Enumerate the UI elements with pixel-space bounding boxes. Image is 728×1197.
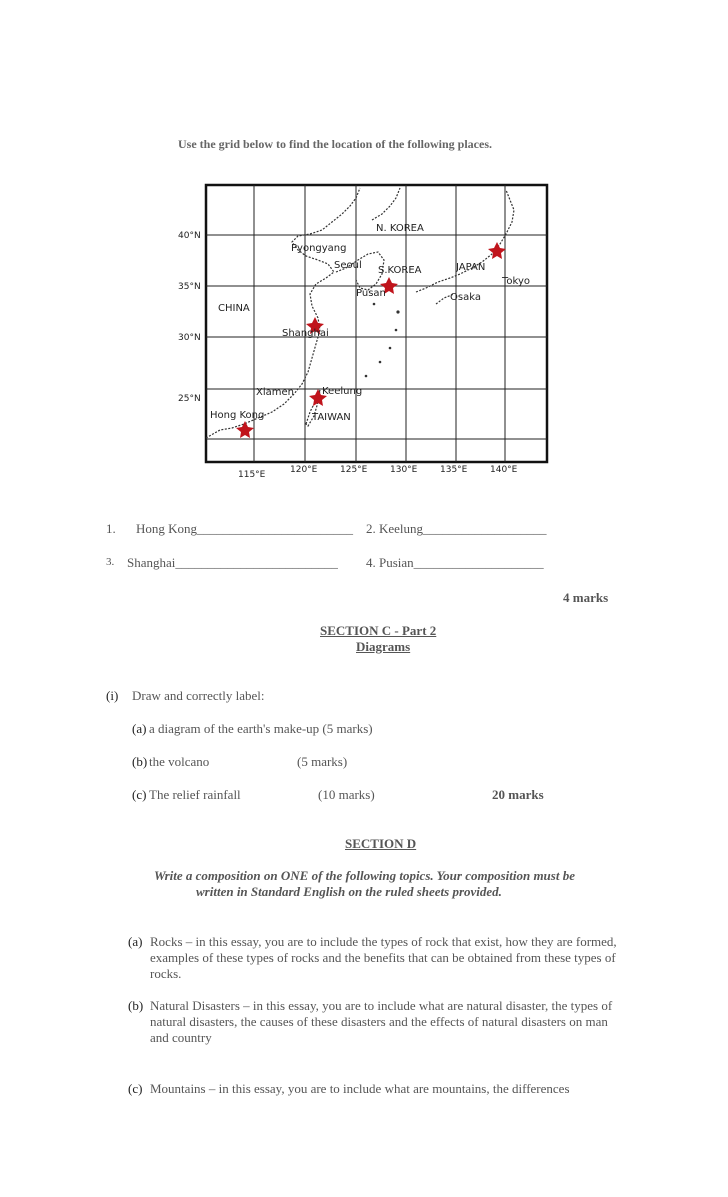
essay-topic-a [128, 934, 628, 984]
section-c-total: 20 marks [492, 787, 544, 802]
diagram-a-label: (a) [132, 721, 147, 736]
place-label: Pusan [356, 288, 386, 299]
diagram-a-text: a diagram of the earth's make-up (5 marks) [149, 721, 373, 736]
section-d-instruction-line1: Write a composition on ONE of the following topics. Your composition must be [154, 868, 575, 883]
place-label: CHINA [218, 303, 250, 314]
section-c-intro-number: (i) [106, 688, 119, 703]
questions-marks: 4 marks [563, 590, 609, 605]
diagram-b-text: the volcano [149, 754, 210, 769]
place-label: JAPAN [456, 262, 486, 273]
essay-topic-c-text: Mountains – in this essay, you are to include what are mountains, the differences [150, 1081, 570, 1096]
question-1: Hong Kong________________________ [136, 521, 354, 536]
essay-topic-b-text: Natural Disasters – in this essay, you are to include what are natural disaster, the types of natural disasters, the causes of these disasters and the effects of natural disasters on man and country [150, 998, 613, 1045]
diagram-c-label: (c) [132, 787, 147, 802]
essay-topic-a-label: (a) [128, 934, 143, 949]
place-label: Hong Kong [210, 410, 265, 421]
map-instruction: Use the grid below to find the location of the following places. [178, 137, 492, 151]
section-d-title: SECTION D [345, 836, 417, 851]
place-label: N. KOREA [376, 223, 424, 234]
diagram-c-text: The relief rainfall [149, 787, 241, 802]
lat-label: 30°N [178, 333, 201, 343]
place-label: TAIWAN [312, 412, 351, 423]
diagram-b-marks: (5 marks) [297, 754, 348, 769]
question-4: 4. Pusian____________________ [366, 555, 544, 570]
section-d-instruction-line2: written in Standard English on the ruled sheets provided. [196, 884, 502, 899]
lon-label: 115°E [238, 470, 266, 480]
grid-map [160, 180, 560, 480]
section-c-intro: Draw and correctly label: [132, 688, 265, 703]
lon-label: 135°E [440, 465, 468, 475]
essay-topic-b [128, 998, 628, 1048]
question-1-number: 1. [106, 521, 116, 536]
question-2: 2. Keelung___________________ [366, 521, 547, 536]
essay-topic-a-text: Rocks – in this essay, you are to include the types of rock that exist, how they are formed, examples of these types of rocks and the benefits that can be obtained from these types of rocks. [150, 934, 617, 981]
coastline [206, 188, 514, 438]
lat-label: 40°N [178, 231, 201, 241]
section-c-title: SECTION C - Part 2 [320, 623, 437, 638]
place-label: Keelung [322, 386, 363, 397]
lat-label: 35°N [178, 282, 201, 292]
essay-topic-c [128, 1081, 628, 1101]
lon-label: 140°E [490, 465, 518, 475]
essay-topic-b-label: (b) [128, 998, 144, 1013]
question-3-number: 3. [106, 556, 115, 568]
place-label: Osaka [450, 292, 481, 303]
place-label: Tokyo [502, 276, 530, 287]
lon-label: 125°E [340, 465, 368, 475]
diagram-b-label: (b) [132, 754, 148, 769]
lat-label: 25°N [178, 394, 201, 404]
essay-topic-c-label: (c) [128, 1081, 143, 1096]
question-3: Shanghai_________________________ [127, 555, 338, 570]
marker-tokyo [488, 242, 506, 259]
place-label: S.KOREA [378, 265, 422, 276]
diagram-c-marks: (10 marks) [318, 787, 375, 802]
place-label: Shanghai [282, 328, 329, 339]
lon-label: 130°E [390, 465, 418, 475]
lon-label: 120°E [290, 465, 318, 475]
islands [365, 303, 400, 378]
place-label: Seoul [334, 260, 362, 271]
place-label: Xiamen [256, 387, 294, 398]
place-label: Pyongyang [291, 243, 347, 254]
marker-hongkong [236, 421, 254, 438]
section-c-subtitle: Diagrams [356, 639, 411, 654]
